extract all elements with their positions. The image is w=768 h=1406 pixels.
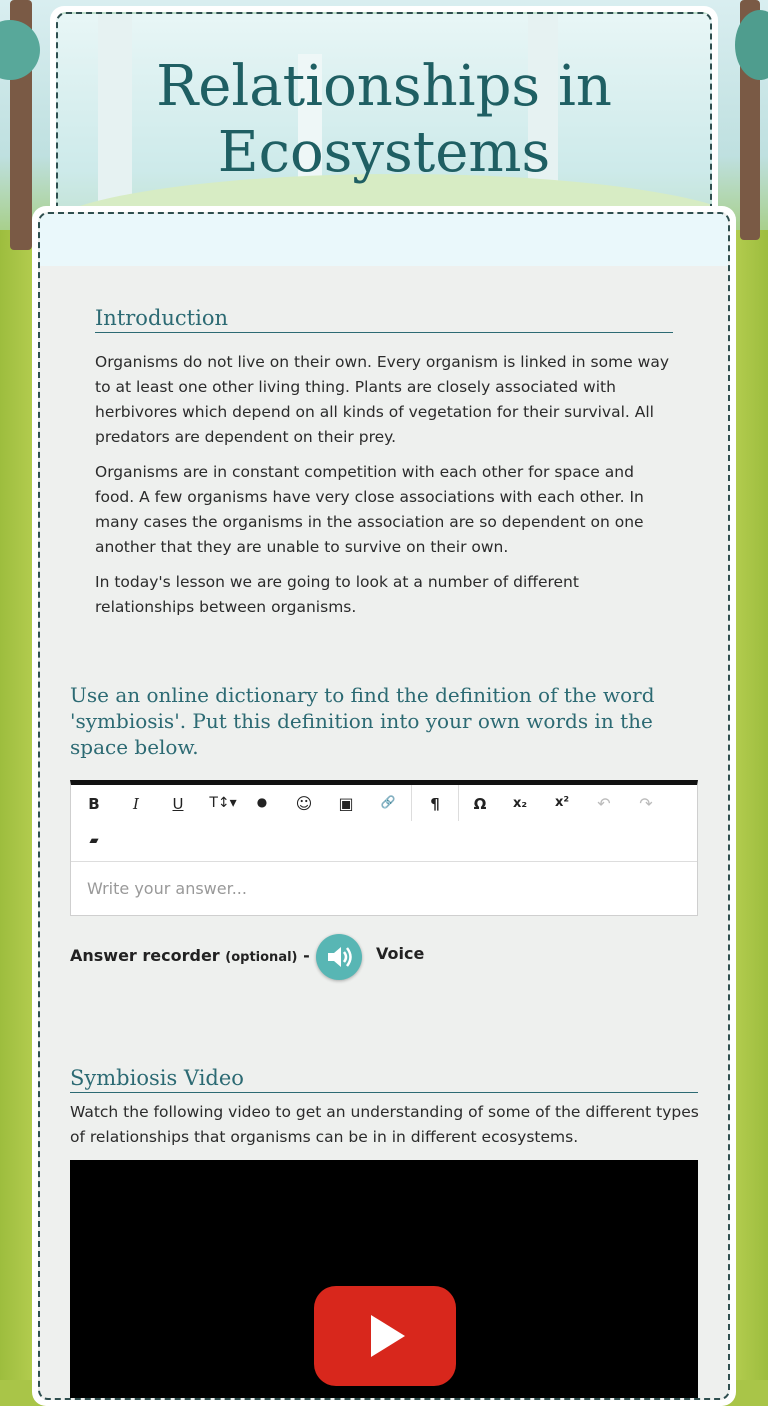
video-description: Watch the following video to get an understanding of some of the different types of relationships that organisms can be in in different ecosystems. bbox=[70, 1103, 699, 1146]
play-button[interactable] bbox=[314, 1286, 456, 1386]
question-prompt: Use an online dictionary to find the definition of the word 'symbiosis'. Put this definition into your own words in the space below. bbox=[70, 683, 655, 759]
recorder-label bbox=[70, 946, 310, 965]
speaker-icon bbox=[316, 934, 362, 980]
recorder-optional-text: (optional) bbox=[225, 950, 298, 965]
card-header-strip bbox=[40, 214, 728, 266]
page-title: Relationships in Ecosystems bbox=[156, 54, 612, 185]
undo-icon[interactable]: ↶ bbox=[597, 794, 611, 813]
intro-paragraph-3: In today's lesson we are going to look at a number of different relationships between organisms. bbox=[95, 573, 579, 616]
video-heading: Symbiosis Video bbox=[70, 1066, 698, 1093]
bold-button[interactable]: B bbox=[88, 795, 100, 813]
introduction-heading: Introduction bbox=[95, 306, 673, 333]
answer-input[interactable] bbox=[71, 861, 697, 915]
recorder-dash: - bbox=[297, 946, 310, 965]
play-icon bbox=[314, 1286, 456, 1386]
redo-icon[interactable]: ↷ bbox=[639, 794, 653, 813]
superscript-button[interactable]: x² bbox=[554, 795, 570, 810]
text-color-icon[interactable]: ● bbox=[256, 795, 268, 809]
worksheet-card bbox=[32, 206, 736, 1406]
special-character-icon[interactable]: Ω bbox=[473, 795, 487, 813]
recorder-label-text: Answer recorder bbox=[70, 946, 220, 965]
rich-text-editor bbox=[70, 780, 698, 916]
video-player[interactable] bbox=[70, 1160, 698, 1400]
intro-paragraph-1: Organisms do not live on their own. Every organism is linked in some way to at least one other living thing. Plants are closely associated with herbivores which depend on all kinds of vegetation for their survival. All predators are dependent on their prey. bbox=[95, 353, 669, 446]
italic-button[interactable]: I bbox=[133, 795, 139, 813]
answer-recorder bbox=[70, 934, 490, 980]
voice-label: Voice bbox=[376, 944, 425, 963]
underline-button[interactable]: U bbox=[172, 795, 184, 813]
clear-format-icon[interactable]: ▰ bbox=[89, 833, 99, 847]
link-icon[interactable]: 🔗 bbox=[380, 795, 396, 809]
worksheet-content bbox=[38, 212, 730, 1400]
record-voice-button[interactable] bbox=[316, 934, 362, 980]
text-size-dropdown[interactable]: T↕▾ bbox=[209, 795, 237, 811]
editor-toolbar bbox=[71, 785, 697, 862]
emoji-icon[interactable]: ☺ bbox=[295, 794, 313, 813]
subscript-button[interactable]: x₂ bbox=[512, 796, 528, 811]
intro-paragraph-2: Organisms are in constant competition with each other for space and food. A few organisms have very close associations with each other. In many cases the organisms in the association are so dependent on one another that they are unable to survive on their own. bbox=[95, 463, 644, 556]
paragraph-direction-icon[interactable]: ¶ bbox=[430, 795, 440, 813]
image-icon[interactable]: ▣ bbox=[338, 794, 354, 813]
